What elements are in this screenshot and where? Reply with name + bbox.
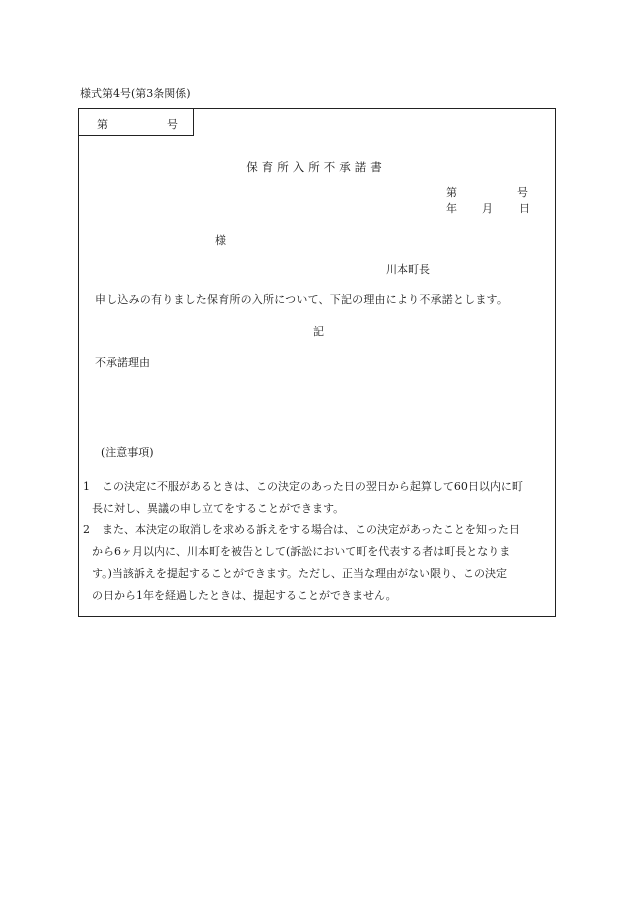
issue-number-go: 号 bbox=[517, 186, 528, 199]
note-number: 1 bbox=[83, 480, 90, 493]
document-title: 保育所入所不承諾書 bbox=[246, 160, 386, 174]
note-item bbox=[83, 476, 551, 520]
number-box-dai: 第 bbox=[97, 118, 108, 131]
date-day: 日 bbox=[519, 202, 530, 215]
note-line: す。)当該訴えを提起することができます。ただし、正当な理由がない限り、この決定 bbox=[92, 567, 508, 580]
ki-heading: 記 bbox=[313, 325, 324, 338]
note-line: から6ヶ月以内に、川本町を被告として(訴訟において町を代表する者は町長となりま bbox=[92, 545, 511, 558]
body-text: 申し込みの有りました保育所の入所について、下記の理由により不承諾とします。 bbox=[95, 293, 509, 306]
note-number: 2 bbox=[83, 523, 90, 536]
note-line: また、本決定の取消しを求める訴えをする場合は、この決定があったことを知った日 bbox=[102, 523, 520, 536]
reason-label: 不承諾理由 bbox=[95, 356, 150, 369]
date-year: 年 bbox=[446, 202, 457, 215]
notes-heading: (注意事項) bbox=[101, 446, 154, 459]
issue-number-dai: 第 bbox=[446, 186, 457, 199]
note-line: この決定に不服があるときは、この決定のあった日の翌日から起算して60日以内に町 bbox=[102, 480, 523, 493]
issuer-name: 川本町長 bbox=[386, 263, 430, 276]
document-frame bbox=[78, 108, 556, 617]
number-box-go: 号 bbox=[167, 118, 178, 131]
note-line: 長に対し、異議の申し立てをすることができます。 bbox=[92, 502, 345, 515]
date-month: 月 bbox=[482, 202, 493, 215]
document-number-box bbox=[78, 108, 194, 136]
note-item bbox=[83, 519, 551, 607]
addressee-honorific: 様 bbox=[215, 234, 226, 247]
note-line: の日から1年を経過したときは、提起することができません。 bbox=[92, 589, 397, 602]
form-number-label: 様式第4号(第3条関係) bbox=[80, 87, 191, 100]
